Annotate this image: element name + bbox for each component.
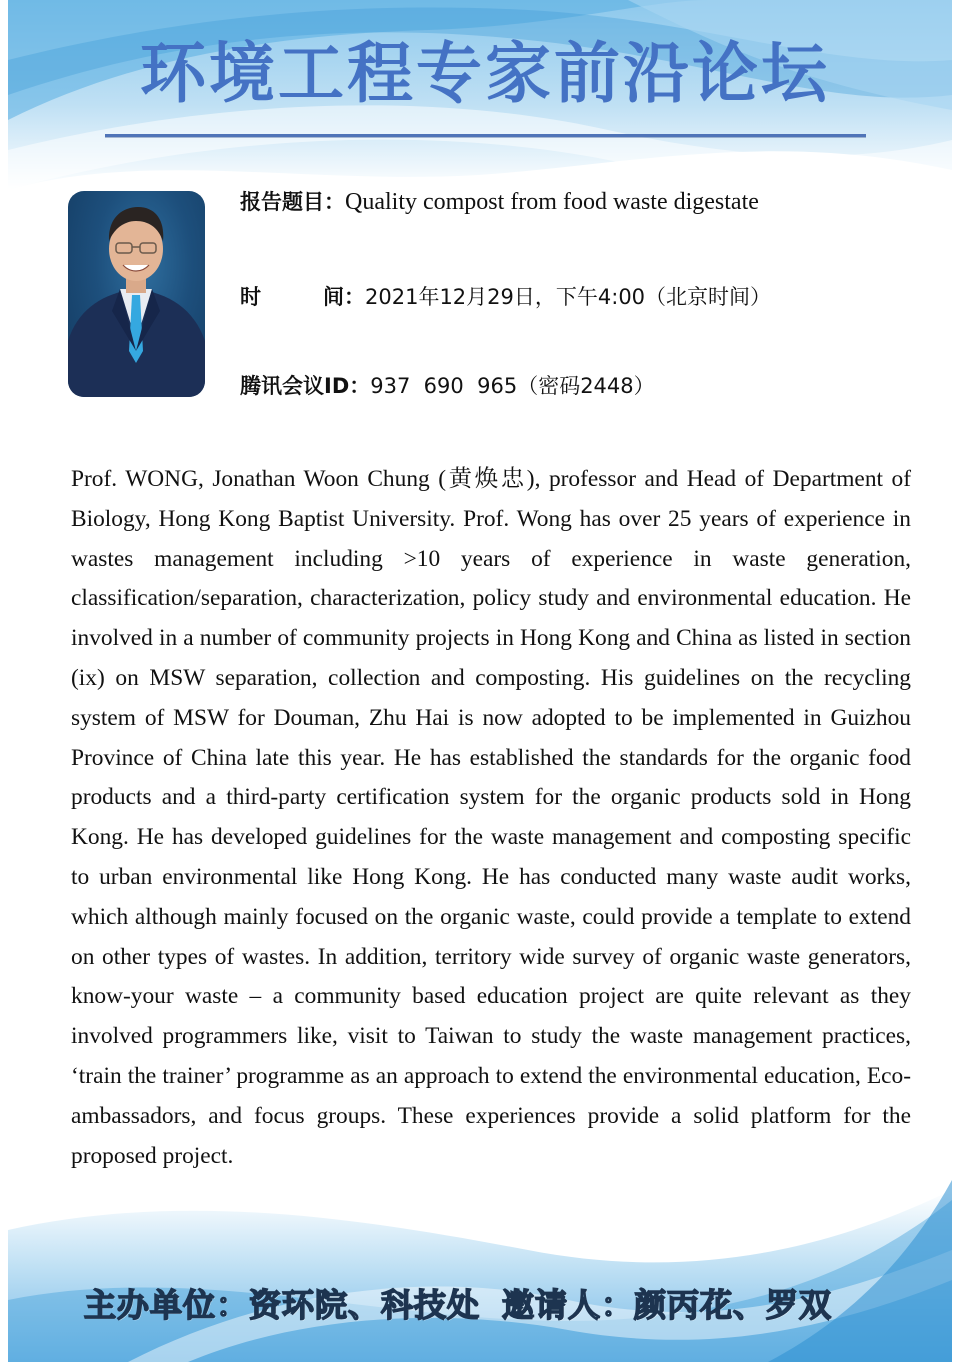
time-label-second: 间：	[323, 285, 365, 309]
time-row	[240, 281, 771, 311]
organizer-value: 资环院、科技处	[249, 1286, 481, 1324]
meeting-id-label: 腾讯会议ID：	[240, 374, 371, 398]
footer-credits	[84, 1286, 884, 1324]
speaker-bio: Prof. WONG, Jonathan Woon Chung (黄焕忠), professor and Head of Department of Biology, Hong Kong Baptist University. Prof. Wong has over 25 years of experience in wastes management including >10 years of experience in waste generation, classification/separation, characterization, policy study and environmental education. He involved in a number of community projects in Hong Kong and China as listed in section (ix) on MSW separation, collection and composting. His guidelines on the recycling system of MSW for Douman, Zhu Hai is now adopted to be implemented in Guizhou Province of China late this year. He has established the standards for the organic food products and a third-party certification system for the organic products sold in Hong Kong. He has developed guidelines for the waste management and composting specific to urban environmental like Hong Kong. He has conducted many waste audit works, which although mainly focused on the organic waste, could provide a template to extend on other types of wastes. In addition, territory wide survey of organic waste generators, know-your waste – a community based education project are quite relevant as they involved programmers like, visit to Taiwan to study the waste management practices, ‘train the trainer’ programme as an approach to extend the environmental education, Eco-ambassadors, and focus groups. These experiences provide a solid platform for the proposed project.	[71, 466, 911, 1169]
time-value: 2021年12月29日，下午4:00（北京时间）	[365, 285, 772, 309]
topic-value: Quality compost from food waste digestate	[345, 189, 759, 215]
poster-title: 环境工程专家前沿论坛	[140, 35, 830, 112]
meeting-id-row	[240, 370, 655, 400]
inviter-label: 邀请人：	[502, 1286, 635, 1324]
time-label	[240, 281, 365, 311]
forum-poster	[8, 0, 952, 1362]
time-label-first: 时	[240, 285, 261, 309]
topic-label: 报告题目：	[240, 190, 345, 214]
topic-row	[240, 186, 759, 216]
speaker-photo	[68, 191, 205, 397]
speaker-portrait-illustration	[68, 191, 205, 397]
meeting-id-value: 937 690 965（密码2448）	[370, 374, 655, 398]
title-underline	[105, 134, 866, 137]
organizer-label: 主办单位：	[84, 1286, 250, 1324]
inviter-value: 颜丙花、罗双	[634, 1286, 833, 1324]
